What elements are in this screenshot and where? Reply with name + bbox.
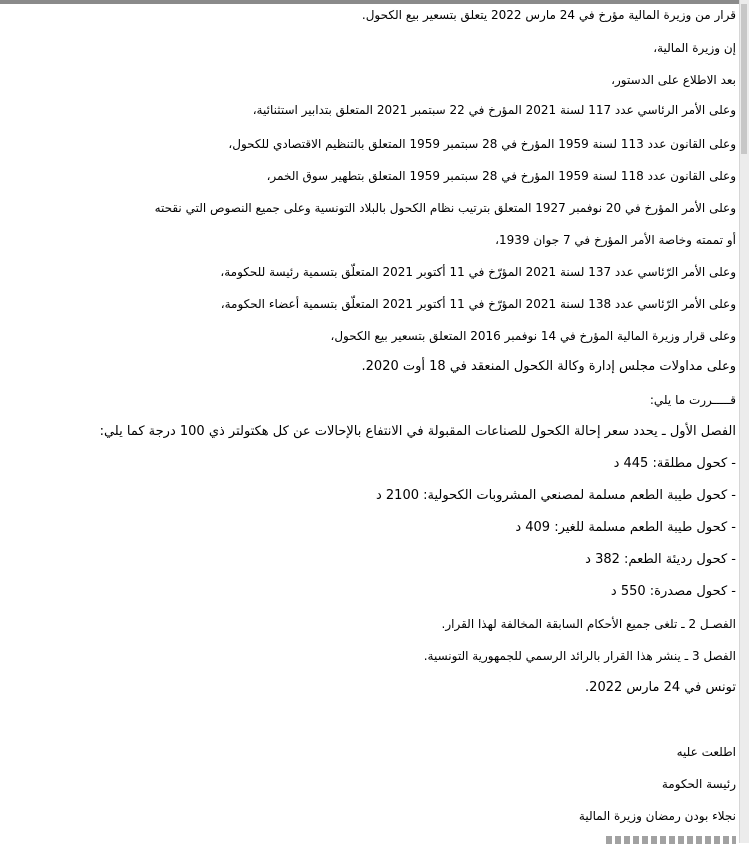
- preamble-line: إن وزيرة المالية،: [653, 41, 736, 55]
- article-2: الفصـل 2 ـ تلغى جميع الأحكام السابقة المخالفة لهذا القرار.: [441, 617, 736, 631]
- decision-heading: قـــــررت ما يلي:: [649, 393, 736, 407]
- preamble-line: وعلى مداولات مجلس إدارة وكالة الكحول المنعقد في 18 أوت 2020.: [361, 359, 736, 374]
- preamble-line: بعد الاطلاع على الدستور،: [611, 73, 736, 87]
- preamble-line: وعلى القانون عدد 113 لسنة 1959 المؤرخ في 28 سبتمبر 1959 المتعلق بالتنظيم الاقتصادي للكحول،: [228, 137, 736, 151]
- signature-line: رئيسة الحكومة: [661, 777, 736, 791]
- article-3: الفصل 3 ـ ينشر هذا القرار بالرائد الرسمي للجمهورية التونسية.: [423, 649, 736, 663]
- price-item: - كحول طيبة الطعم مسلمة لمصنعي المشروبات الكحولية: 2100 د: [375, 488, 736, 503]
- price-item: - كحول مطلقة: 445 د: [613, 456, 736, 471]
- signature-line: نجلاء بودن رمضان وزيرة المالية: [578, 809, 736, 823]
- preamble-line: وعلى الأمر الرّئاسي عدد 137 لسنة 2021 المؤرّخ في 11 أكتوبر 2021 المتعلّق بتسمية رئيسة للحكومة،: [220, 265, 736, 279]
- preamble-line: وعلى الأمر الرّئاسي عدد 138 لسنة 2021 المؤرّخ في 11 أكتوبر 2021 المتعلّق بتسمية أعضاء الحكومة،: [220, 297, 736, 311]
- preamble-line: أو تممته وخاصة الأمر المؤرخ في 7 جوان 1939،: [495, 233, 736, 247]
- signature-line: اطلعت عليه: [676, 745, 736, 759]
- price-item: - كحول رديئة الطعم: 382 د: [585, 552, 736, 567]
- date-place: تونس في 24 مارس 2022.: [585, 680, 736, 695]
- preamble-line: وعلى قرار وزيرة المالية المؤرخ في 14 نوفمبر 2016 المتعلق بتسعير بيع الكحول،: [330, 329, 736, 343]
- article-1: الفصل الأول ـ يحدد سعر إحالة الكحول للصناعات المقبولة في الانتفاع بالإحالات عن كل هكتولتر ذي 100 درجة كما يلي:: [99, 424, 736, 439]
- preamble-line: وعلى الأمر المؤرخ في 20 نوفمبر 1927 المتعلق بترتيب نظام الكحول بالبلاد التونسية وعلى جميع النصوص التي نقحته: [154, 201, 736, 215]
- vertical-scrollbar[interactable]: [739, 0, 749, 843]
- preamble-line: وعلى القانون عدد 118 لسنة 1959 المؤرخ في 28 سبتمبر 1959 المتعلق بتطهير سوق الخمر،: [266, 169, 736, 183]
- price-item: - كحول مصدرة: 550 د: [610, 584, 736, 599]
- price-item: - كحول طيبة الطعم مسلمة للغير: 409 د: [515, 520, 736, 535]
- decree-title: قرار من وزيرة المالية مؤرخ في 24 مارس 2022 يتعلق بتسعير بيع الكحول.: [361, 8, 736, 22]
- scrollbar-thumb[interactable]: [741, 4, 747, 154]
- preamble-line: وعلى الأمر الرئاسي عدد 117 لسنة 2021 المؤرخ في 22 سبتمبر 2021 المتعلق بتدابير استثنائية،: [252, 103, 736, 117]
